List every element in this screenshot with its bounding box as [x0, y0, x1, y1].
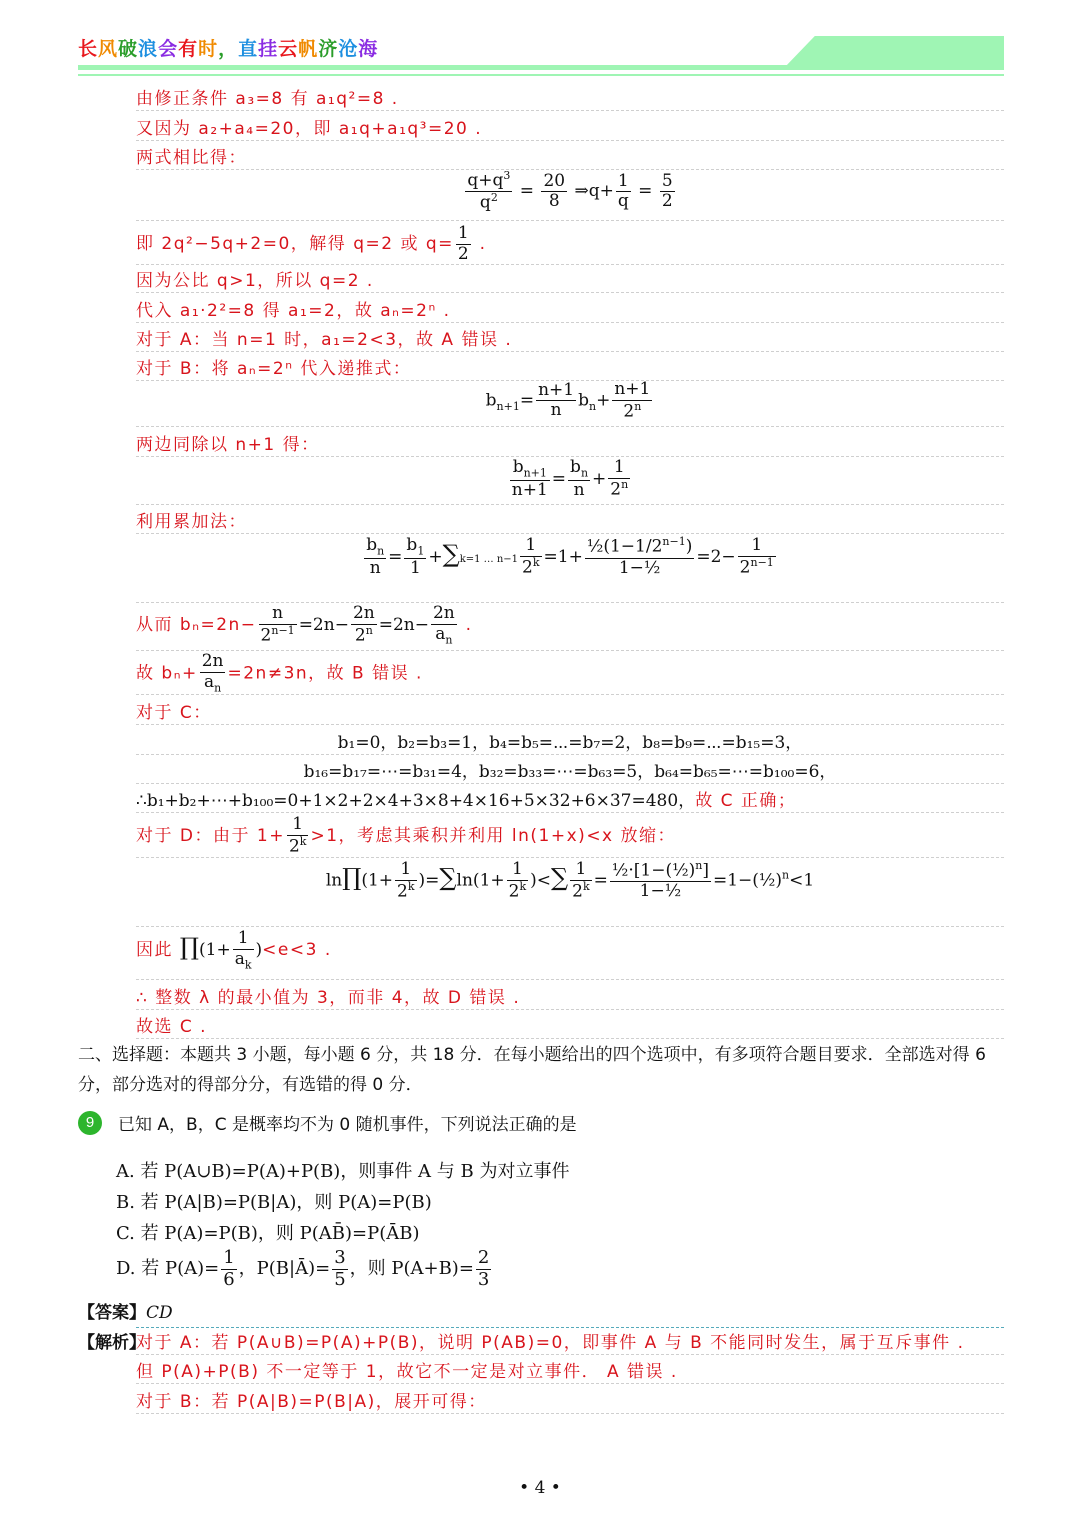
- slogan-char: 风: [98, 38, 119, 60]
- solution-line-text: 故 C 正确；: [695, 791, 797, 811]
- formula-ratio: $\frac{q+q^3}{q^2}$ = $\frac{20}{8}$ ⇒q+ $\frac{1}{q}$ = $\frac{5}{2}$: [136, 170, 1004, 221]
- slogan-char: 云: [278, 38, 299, 60]
- solution-line: 两式相比得：: [136, 143, 1004, 170]
- solution-line-text: 因此: [136, 939, 173, 960]
- page-header: [78, 32, 1004, 80]
- solution-line: 从而 bₙ=2n− $\frac{n}{2^{n-1}}$ =2n− $\frac{2n}{2^n}$ =2n− $\frac{2n}{a_n}$ .: [136, 604, 1004, 651]
- solution-line-text: 即 2q²−5q+2=0，解得 q=2 或 q=: [136, 234, 454, 255]
- header-rule-thin: [78, 74, 1004, 76]
- slogan-char: 有: [178, 38, 199, 60]
- solution-line: 利用累加法：: [136, 507, 1004, 534]
- slogan-char: 帆: [298, 38, 319, 60]
- slogan-char: 会: [158, 38, 179, 60]
- solution-line-text: =2n≠3n，故 B 错误 .: [227, 663, 423, 684]
- formula-sum: $\frac{b_n}{n}$ = $\frac{b_1}{1}$ +∑k=1 … n−1 $\frac{1}{2^k}$ =1+ $\frac{\frac{1}{2}(1-1/2^{n-1})}{\text{1−½}}$ =2− $\frac{1}{2^{n-1}}$: [136, 536, 1004, 603]
- header-rule: [78, 65, 1004, 70]
- slogan-char: 时: [198, 38, 219, 60]
- solution-line: ∴ 整数 λ 的最小值为 3，而非 4，故 D 错误 .: [136, 983, 1004, 1010]
- solution-line: 因此 ∏(1+ $\frac{1}{a_k}$ )<e<3 .: [136, 929, 1004, 980]
- formula-c-sum: ∴b₁+b₂+⋯+b₁₀₀=0+1×2+2×4+3×8+4×16+5×32+6×37=480，: [136, 791, 696, 811]
- analysis-line: 但 P(A)+P(B) 不一定等于 1，故它不一定是对立事件． A 错误 .: [136, 1357, 1004, 1384]
- option-d-text: D. 若 P(A)=: [116, 1258, 220, 1280]
- formula-c-values: b₁=0，b₂=b₃=1，b₄=b₅=⋯=b₇=2，b₈=b₉=⋯=b₁₅=3，: [136, 728, 1004, 755]
- answer-line: [78, 1298, 173, 1323]
- section-title: 二、选择题：本题共 3 小题，每小题 6 分，共 18 分．在每小题给出的四个选项中，有多项符合题目要求．全部选对得 6 分，部分选对的得部分分，有选错的得 0 分．: [78, 1045, 986, 1095]
- slogan-char: ，: [218, 38, 239, 60]
- solution-line: 由修正条件 a₃=8 有 a₁q²=8 .: [136, 84, 1004, 111]
- slogan-char: 挂: [258, 38, 279, 60]
- solution-line-text: 从而 bₙ=2n−: [136, 614, 257, 635]
- page-number: • 4 •: [519, 1478, 561, 1498]
- solution-line: 对于 A：当 n=1 时，a₁=2<3，故 A 错误 .: [136, 325, 1004, 352]
- analysis-label: 【解析】: [78, 1333, 146, 1353]
- solution-line: 对于 D：由于 1+ $\frac{1}{2^k}$ >1，考虑其乘积并利用 ln(1+x)<x 放缩：: [136, 815, 1004, 858]
- solution-line: 又因为 a₂+a₄=20，即 a₁q+a₁q³=20 .: [136, 114, 1004, 141]
- option-d-text: ，则 P(A+B)=: [349, 1258, 474, 1280]
- option-d-text: ，P(B|Ā)=: [238, 1258, 331, 1280]
- option-a: A. 若 P(A∪B)=P(A)+P(B)，则事件 A 与 B 为对立事件: [116, 1161, 570, 1182]
- slogan-char: 海: [358, 38, 379, 60]
- slogan-char: 破: [118, 38, 139, 60]
- solution-line-text: <e<3 .: [262, 939, 332, 960]
- formula-ln-product: ln∏(1+ $\frac{1}{2^k}$ )=∑ln(1+ $\frac{1}{2^k}$ )<∑ $\frac{1}{2^k}$ = $\frac{\frac{1}{2}\cdot[1-(\frac{1}{2})^n]}{\text{1−½}}$ =1−(½)$^n$<1: [136, 860, 1004, 927]
- option-b: B. 若 P(A|B)=P(B|A)，则 P(A)=P(B): [116, 1192, 432, 1213]
- option-d: D. 若 P(A)= $\frac{1}{6}$ ，P(B|Ā)= $\frac{3}{5}$ ，则 P(A+B)= $\frac{2}{3}$: [116, 1247, 490, 1290]
- slogan-char: 沧: [338, 38, 359, 60]
- slogan-char: 直: [238, 38, 259, 60]
- solution-line: 代入 a₁·2²=8 得 a₁=2，故 aₙ=2ⁿ .: [136, 296, 1004, 323]
- formula-recurrence: $b_{n+1}=$ $\frac{n+1}{n}$ $b_n+$ $\frac{n+1}{2^n}$: [136, 380, 1004, 427]
- slogan-char: 浪: [138, 38, 159, 60]
- solution-line: 对于 B：将 aₙ=2ⁿ 代入递推式：: [136, 354, 1004, 381]
- question-stem: 已知 A，B，C 是概率均不为 0 随机事件，下列说法正确的是: [118, 1115, 577, 1135]
- formula-c-values: b₁₆=b₁₇=⋯=b₃₁=4，b₃₂=b₃₃=⋯=b₆₃=5，b₆₄=b₆₅=⋯=b₁₀₀=6，: [136, 757, 1004, 784]
- solution-line: 故 bₙ+ $\frac{2n}{a_n}$ =2n≠3n，故 B 错误 .: [136, 652, 1004, 695]
- slogan-char: 长: [78, 38, 99, 60]
- solution-line: 故选 C .: [136, 1012, 1004, 1039]
- question-number-badge: 9: [78, 1111, 102, 1135]
- solution-line: 对于 C：: [136, 698, 1004, 725]
- header-tab-decoration: [784, 36, 1004, 68]
- answer-label: 【答案】: [78, 1303, 146, 1323]
- analysis-line: 对于 B：若 P(A|B)=P(B|A)，展开可得：: [136, 1387, 1004, 1414]
- solution-line: 两边同除以 n+1 得：: [136, 430, 1004, 457]
- answer-value: CD: [146, 1303, 173, 1323]
- header-slogan: [78, 34, 378, 61]
- slogan-char: 济: [318, 38, 339, 60]
- analysis-line: 对于 A：若 P(A∪B)=P(A)+P(B)，说明 P(AB)=0，即事件 A 与 B 不能同时发生，属于互斥事件 .: [136, 1327, 1004, 1355]
- formula-divided: $\frac{b_{n+1}}{n+1}$ = $\frac{b_n}{n}$ + $\frac{1}{2^n}$: [136, 458, 1004, 505]
- solution-line: 即 2q²−5q+2=0，解得 q=2 或 q= $\frac{1}{2}$ .: [136, 224, 1004, 265]
- solution-line-text: 对于 D：由于 1+: [136, 825, 285, 846]
- solution-line-text: >1，考虑其乘积并利用 ln(1+x)<x 放缩：: [310, 825, 677, 846]
- solution-line-text: 故 bₙ+: [136, 663, 198, 684]
- solution-line: 因为公比 q>1，所以 q=2 .: [136, 266, 1004, 293]
- option-c: C. 若 P(A)=P(B)，则 P(AB̄)=P(ĀB): [116, 1223, 420, 1244]
- solution-line: [136, 786, 1004, 813]
